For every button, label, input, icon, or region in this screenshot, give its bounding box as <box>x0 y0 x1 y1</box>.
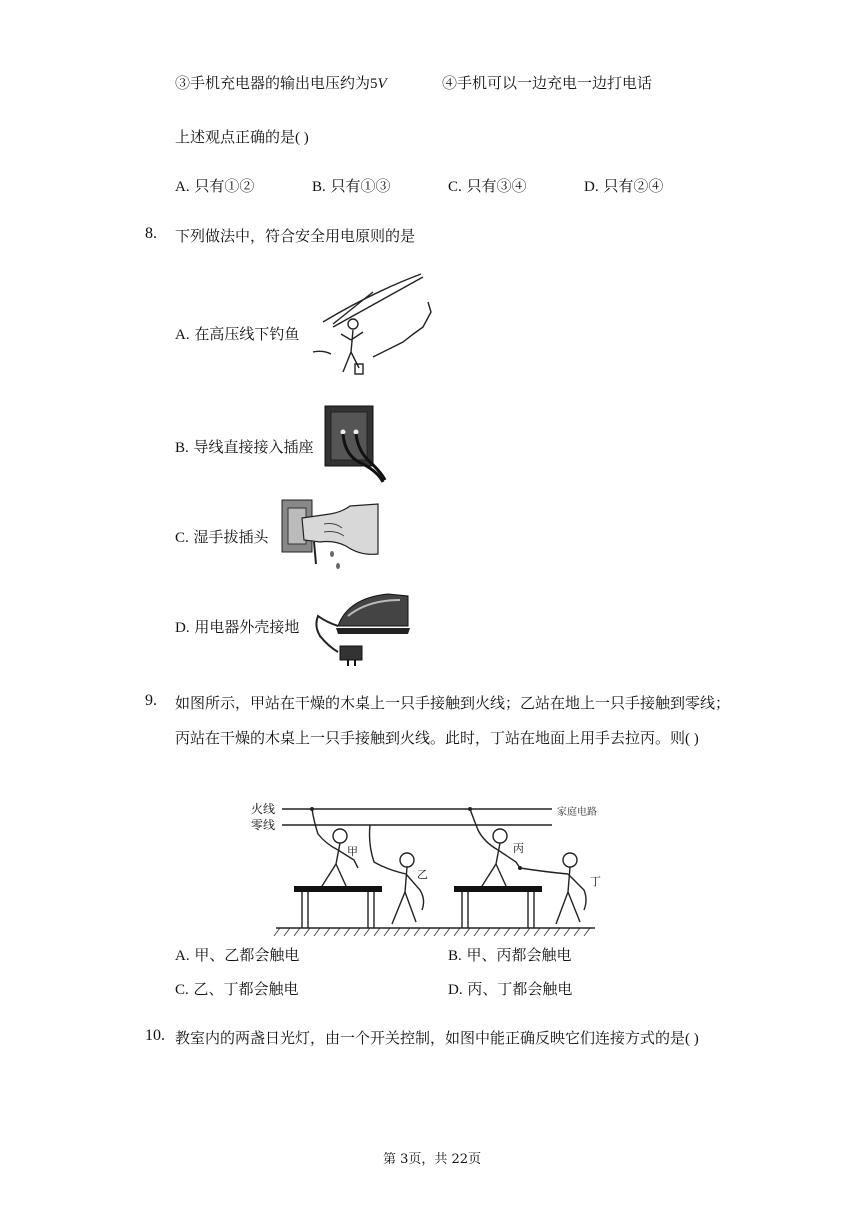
q10-stem <box>175 1027 699 1048</box>
q9-answer-paren: ( ) <box>685 731 699 747</box>
q7-statement-3-text: ③手机充电器的输出电压约为 <box>175 74 371 92</box>
q9-stem-line-2-text: 丙站在干燥的木桌上一只手接触到火线。此时，丁站在地面上用手去拉丙。则 <box>175 729 686 747</box>
q7-prompt <box>175 126 309 147</box>
q8-number: 8. <box>145 225 157 242</box>
q7-option-b-letter: B. <box>312 179 326 195</box>
q8-stem: 下列做法中，符合安全用电原则的是 <box>175 227 416 245</box>
wooden-table-1 <box>294 886 382 892</box>
q7-option-d-text: 只有②④ <box>603 177 664 195</box>
q9-stem-line-2 <box>175 727 699 748</box>
q9-option-c[interactable] <box>175 978 299 999</box>
q9-number: 9. <box>145 692 157 709</box>
q10-number: 10. <box>145 1027 165 1044</box>
q7-option-b-text: 只有①③ <box>330 177 391 195</box>
q7-option-d[interactable] <box>584 175 663 196</box>
q9-stem-line-1: 如图所示，甲站在干燥的木桌上一只手接触到火线；乙站在地上一只手接触到零线； <box>175 694 731 712</box>
q9-option-a-text: 甲、乙都会触电 <box>194 946 300 964</box>
q8-option-a-letter: A. <box>175 327 190 343</box>
q8-option-d-letter: D. <box>175 620 190 636</box>
q9-person-ding-label: 丁 <box>590 875 601 888</box>
q9-option-a-letter: A. <box>175 948 190 964</box>
person-jia <box>312 809 358 886</box>
q9-circuit-figure <box>270 800 610 940</box>
q9-option-c-text: 乙、丁都会触电 <box>193 980 299 998</box>
q8-option-c-text: 湿手拔插头 <box>193 528 269 546</box>
q7-option-d-letter: D. <box>584 179 599 195</box>
q8-option-b-text: 导线直接接入插座 <box>193 438 314 456</box>
q7-prompt-text: 上述观点正确的是 <box>175 128 296 146</box>
q10-stem-text: 教室内的两盏日光灯，由一个开关控制，如图中能正确反映它们连接方式的是 <box>175 1029 686 1047</box>
page-footer: 第 3页，共 22页 <box>383 1152 482 1167</box>
q7-statement-3-unit: V <box>377 76 387 92</box>
person-yi <box>370 825 424 924</box>
q8-option-d-text: 用电器外壳接地 <box>194 618 300 636</box>
q7-option-c[interactable] <box>448 175 527 196</box>
q9-option-d-letter: D. <box>448 982 463 998</box>
q8-option-b[interactable] <box>175 436 314 457</box>
q7-option-c-text: 只有③④ <box>466 177 527 195</box>
q9-option-a[interactable] <box>175 944 299 965</box>
q8-option-d[interactable] <box>175 616 299 637</box>
q7-option-c-letter: C. <box>448 179 462 195</box>
q10-answer-paren: ( ) <box>685 1031 699 1047</box>
q8-option-a[interactable] <box>175 323 299 344</box>
q9-option-d-text: 丙、丁都会触电 <box>467 980 573 998</box>
q9-option-b-text: 甲、丙都会触电 <box>466 946 572 964</box>
q8-option-c[interactable] <box>175 526 269 547</box>
q7-statement-3 <box>175 72 387 93</box>
q8-option-a-text: 在高压线下钓鱼 <box>194 325 300 343</box>
q8-option-b-letter: B. <box>175 440 189 456</box>
q9-live-wire-label: 火线 <box>251 802 276 816</box>
q7-option-b[interactable] <box>312 175 391 196</box>
wire-into-socket-picture <box>323 402 388 484</box>
q7-option-a[interactable] <box>175 175 254 196</box>
fishing-under-power-line-picture <box>313 272 438 384</box>
q7-answer-paren: ( ) <box>295 130 309 146</box>
wet-hand-unplug-picture <box>280 494 380 572</box>
q9-option-d[interactable] <box>448 978 572 999</box>
q9-person-bing-label: 丙 <box>513 842 524 855</box>
q9-option-b-letter: B. <box>448 948 462 964</box>
q9-circuit-label: 家庭电路 <box>557 807 597 818</box>
q8-option-c-letter: C. <box>175 530 189 546</box>
q9-person-yi-label: 乙 <box>417 868 428 881</box>
grounded-iron-picture <box>308 586 413 668</box>
q7-statement-4: ④手机可以一边充电一边打电话 <box>442 74 653 92</box>
wooden-table-2 <box>454 886 542 892</box>
q9-option-c-letter: C. <box>175 982 189 998</box>
q7-option-a-text: 只有①② <box>194 177 255 195</box>
person-bing <box>470 809 520 886</box>
q9-person-jia-label: 甲 <box>347 845 358 858</box>
q7-statement-3-value: 5 <box>370 76 378 92</box>
q7-option-a-letter: A. <box>175 179 190 195</box>
q9-neutral-wire-label: 零线 <box>251 818 276 832</box>
q9-option-b[interactable] <box>448 944 572 965</box>
